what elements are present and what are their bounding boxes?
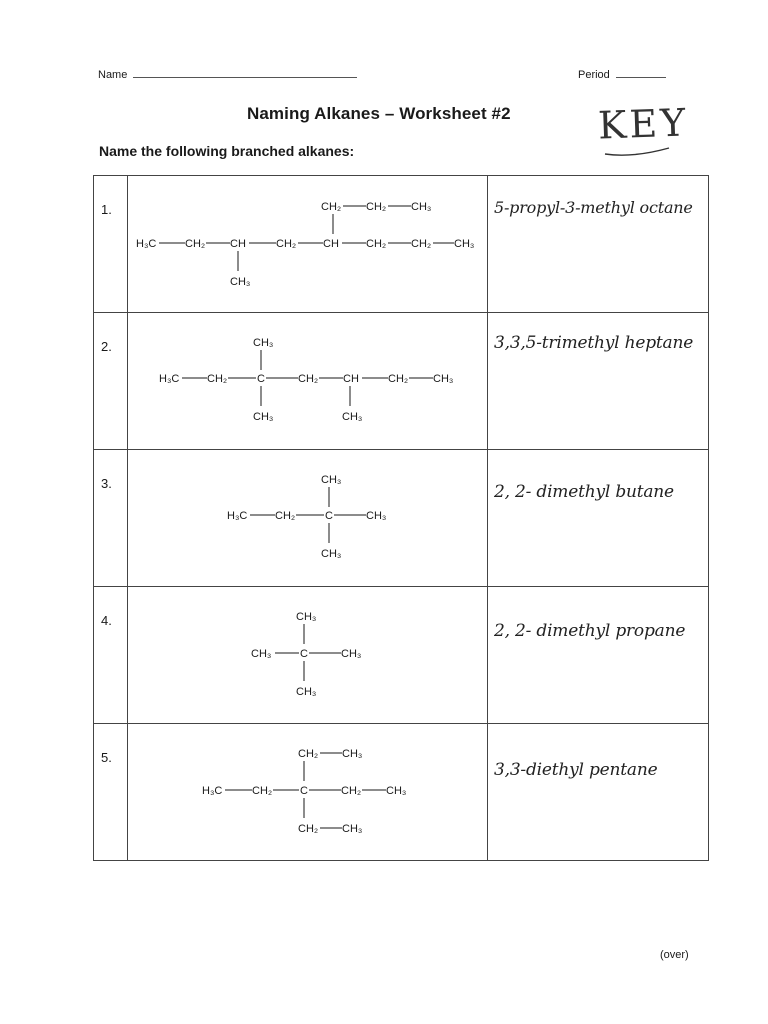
atom-label: CH₂ bbox=[275, 510, 296, 522]
key-underline bbox=[603, 140, 673, 160]
atom-label: CH₃ bbox=[230, 276, 251, 288]
atom-label: CH₂ bbox=[207, 373, 228, 385]
structure-3 bbox=[128, 450, 487, 587]
atom-label: CH₂ bbox=[411, 238, 432, 250]
atom-label: CH₂ bbox=[185, 238, 206, 250]
atom-label: CH₂ bbox=[321, 201, 342, 213]
atom-label: CH₃ bbox=[253, 411, 274, 423]
name-blank[interactable] bbox=[133, 66, 357, 78]
atom-label: CH₂ bbox=[341, 785, 362, 797]
atom-label: CH₃ bbox=[321, 548, 342, 560]
structure-5 bbox=[128, 724, 487, 861]
atom-label: CH₂ bbox=[298, 748, 319, 760]
over-label: (over) bbox=[660, 949, 689, 961]
atom-label: CH₂ bbox=[388, 373, 409, 385]
atom-label: CH₂ bbox=[366, 201, 387, 213]
atom-label: C bbox=[300, 648, 308, 660]
atom-label: CH bbox=[343, 373, 359, 385]
answer-cell[interactable] bbox=[488, 313, 709, 450]
atom-label: H₃C bbox=[136, 238, 157, 250]
problems-table bbox=[93, 175, 709, 861]
instructions: Name the following branched alkanes: bbox=[99, 143, 355, 159]
atom-label: H₃C bbox=[202, 785, 223, 797]
problem-row bbox=[94, 450, 709, 587]
answer-cell[interactable] bbox=[488, 587, 709, 724]
atom-label: H₃C bbox=[227, 510, 248, 522]
answer-cell[interactable] bbox=[488, 450, 709, 587]
structure-cell bbox=[128, 176, 488, 313]
handwritten-answer: 2, 2- dimethyl butane bbox=[494, 482, 674, 502]
period-blank[interactable] bbox=[616, 66, 666, 78]
atom-label: C bbox=[257, 373, 265, 385]
structure-cell bbox=[128, 450, 488, 587]
number-cell bbox=[94, 176, 128, 313]
problem-number: 5. bbox=[101, 750, 112, 765]
problem-row bbox=[94, 176, 709, 313]
atom-label: C bbox=[325, 510, 333, 522]
handwritten-answer: 5-propyl-3-methyl octane bbox=[494, 198, 693, 217]
atom-label: CH₃ bbox=[296, 611, 317, 623]
atom-label: CH₃ bbox=[253, 337, 274, 349]
page-title: Naming Alkanes – Worksheet #2 bbox=[247, 104, 511, 123]
answer-cell[interactable] bbox=[488, 176, 709, 313]
atom-label: CH₂ bbox=[276, 238, 297, 250]
atom-label: CH₃ bbox=[433, 373, 454, 385]
atom-label: CH₃ bbox=[366, 510, 387, 522]
atom-label: C bbox=[300, 785, 308, 797]
atom-label: CH bbox=[323, 238, 339, 250]
answer-cell[interactable] bbox=[488, 724, 709, 861]
problem-number: 3. bbox=[101, 476, 112, 491]
number-cell bbox=[94, 587, 128, 724]
atom-label: CH₂ bbox=[298, 823, 319, 835]
name-label: Name bbox=[98, 69, 128, 81]
structure-cell bbox=[128, 587, 488, 724]
problem-row bbox=[94, 724, 709, 861]
atom-label: CH₃ bbox=[411, 201, 432, 213]
period-label: Period bbox=[578, 69, 610, 81]
atom-label: CH₃ bbox=[321, 474, 342, 486]
atom-label: CH₃ bbox=[342, 748, 363, 760]
structure-2 bbox=[128, 313, 487, 450]
number-cell bbox=[94, 450, 128, 587]
handwritten-answer: 3,3,5-trimethyl heptane bbox=[494, 333, 694, 353]
structure-cell bbox=[128, 724, 488, 861]
atom-label: CH₂ bbox=[252, 785, 273, 797]
atom-label: CH bbox=[230, 238, 246, 250]
atom-label: CH₂ bbox=[298, 373, 319, 385]
key-stamp: KEY bbox=[597, 100, 689, 148]
atom-label: CH₃ bbox=[296, 686, 317, 698]
handwritten-answer: 2, 2- dimethyl propane bbox=[494, 621, 686, 641]
number-cell bbox=[94, 313, 128, 450]
atom-label: CH₃ bbox=[342, 411, 363, 423]
structure-1 bbox=[128, 176, 487, 313]
period-field bbox=[578, 66, 666, 81]
name-field bbox=[98, 66, 357, 81]
atom-label: CH₃ bbox=[454, 238, 475, 250]
atom-label: CH₂ bbox=[366, 238, 387, 250]
atom-label: CH₃ bbox=[386, 785, 407, 797]
number-cell bbox=[94, 724, 128, 861]
problem-row bbox=[94, 313, 709, 450]
problem-row bbox=[94, 587, 709, 724]
structure-4 bbox=[128, 587, 487, 724]
handwritten-answer: 3,3-diethyl pentane bbox=[494, 760, 658, 780]
problem-number: 4. bbox=[101, 613, 112, 628]
structure-cell bbox=[128, 313, 488, 450]
problem-number: 2. bbox=[101, 339, 112, 354]
atom-label: CH₃ bbox=[251, 648, 272, 660]
atom-label: CH₃ bbox=[341, 648, 362, 660]
atom-label: CH₃ bbox=[342, 823, 363, 835]
problem-number: 1. bbox=[101, 202, 112, 217]
atom-label: H₃C bbox=[159, 373, 180, 385]
